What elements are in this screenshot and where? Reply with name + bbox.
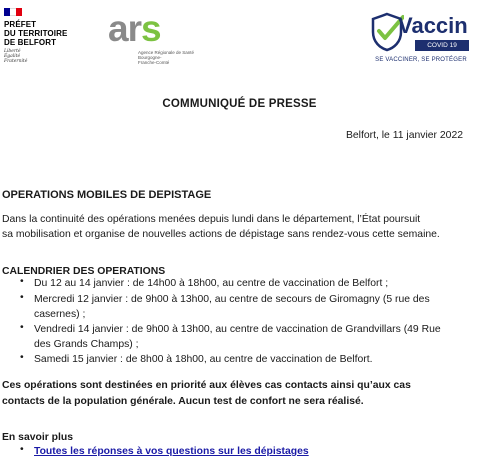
bullet-icon: •: [20, 322, 24, 333]
ars-sub-3: Franche-Comté: [138, 60, 170, 65]
document-title: COMMUNIQUÉ DE PRESSE: [162, 98, 317, 110]
calendar-heading: CALENDRIER DES OPERATIONS: [2, 266, 166, 277]
bullet-icon: •: [20, 292, 24, 303]
bullet-icon: •: [20, 352, 24, 363]
intro-line-2: sa mobilisation et organise de nouvelles actions de dépistage sans rendez-vous cette semaine.: [2, 229, 440, 240]
calendar-item-1: Du 12 au 14 janvier : de 14h00 à 18h00, au centre de vaccination de Belfort ;: [34, 278, 389, 289]
intro-line-1: Dans la continuité des opérations menées depuis lundi dans le département, l’État poursuit: [2, 214, 421, 225]
section-heading: OPERATIONS MOBILES DE DEPISTAGE: [2, 189, 212, 201]
french-flag-icon: [4, 8, 22, 16]
depistage-faq-link[interactable]: Toutes les réponses à vos questions sur les dépistages: [34, 446, 309, 457]
vaccin-tagline: SE VACCINER, SE PROTÉGER: [375, 57, 467, 63]
covid-badge: COVID 19: [415, 40, 469, 51]
vaccin-wordmark: Vaccin: [398, 13, 468, 38]
prefet-motto-2: Égalité: [4, 54, 21, 59]
bullet-icon: •: [20, 276, 24, 287]
calendar-item-3: Vendredi 14 janvier : de 9h00 à 13h00, au centre de vaccination de Grandvillars (49 Rue: [34, 324, 441, 335]
ars-logo-wordmark: ars: [108, 8, 161, 49]
calendar-item-3-cont: des Grands Champs) ;: [34, 339, 139, 350]
notice-line-1: Ces opérations sont destinées en priorité aux élèves cas contacts ainsi qu’aux cas: [2, 380, 411, 391]
prefet-motto-1: Liberté: [4, 49, 21, 54]
document-date: Belfort, le 11 janvier 2022: [345, 130, 463, 141]
ars-logo: [108, 8, 195, 65]
notice-line-2: contacts de la population générale. Aucun test de confort ne sera réalisé.: [2, 396, 364, 407]
bullet-icon: •: [20, 444, 24, 455]
calendar-item-2: Mercredi 12 janvier : de 9h00 à 13h00, au centre de secours de Giromagny (5 rue des: [34, 294, 430, 305]
prefet-motto-3: Fraternité: [4, 59, 28, 64]
calendar-item-2-cont: casernes) ;: [34, 309, 86, 320]
prefet-line-2: DU TERRITOIRE: [4, 29, 68, 38]
calendar-item-4: Samedi 15 janvier : de 8h00 à 18h00, au centre de vaccination de Belfort.: [34, 354, 373, 365]
ars-sub-2: Bourgogne-: [138, 55, 162, 60]
prefet-logo: [4, 8, 94, 68]
more-info-label: En savoir plus: [2, 432, 74, 443]
prefet-line-1: PRÉFET: [4, 20, 37, 29]
prefet-line-3: DE BELFORT: [4, 38, 57, 47]
vaccin-logo: [368, 10, 474, 72]
ars-sub-1: Agence Régionale de Santé: [138, 50, 195, 55]
